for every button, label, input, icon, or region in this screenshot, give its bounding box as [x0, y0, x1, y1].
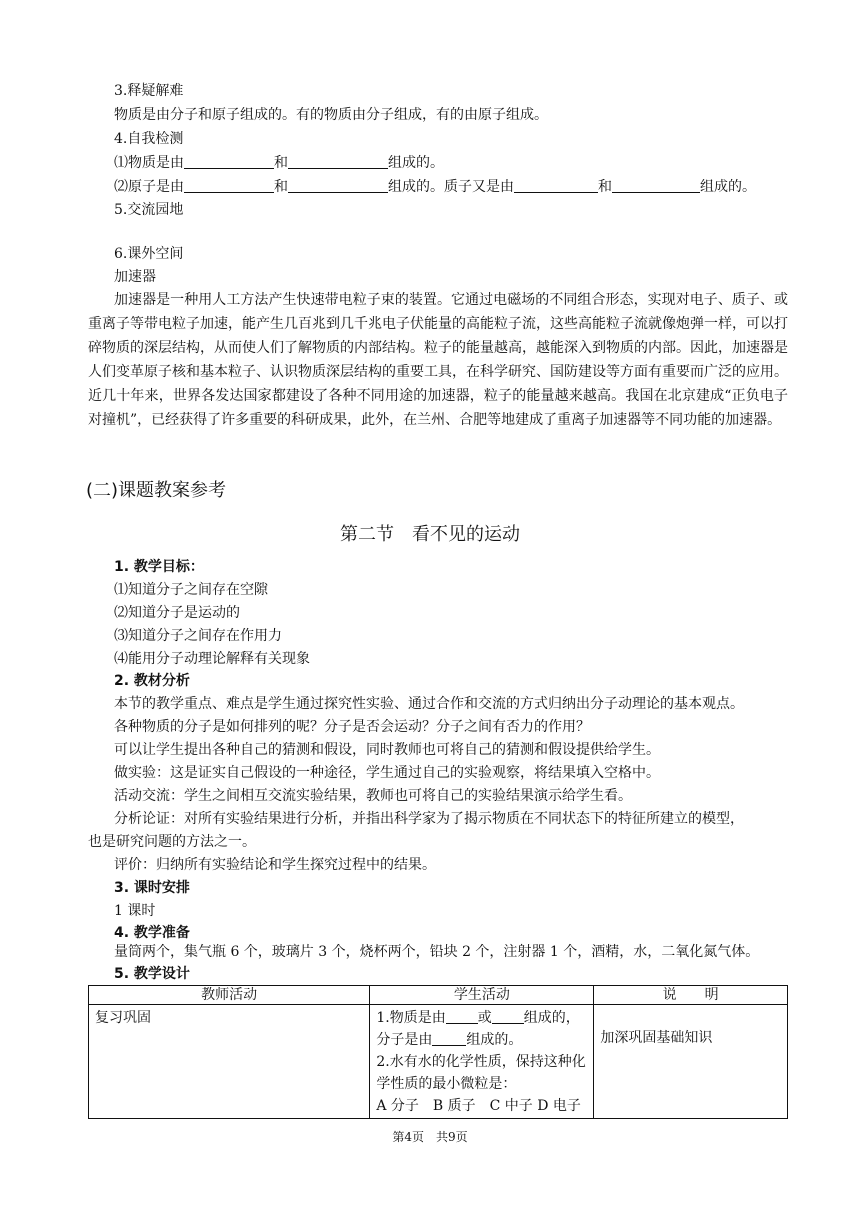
- heading-sec6: 6.课外空间: [114, 246, 184, 262]
- answer-blank[interactable]: [432, 1031, 466, 1046]
- chapter-title: 第二节 看不见的运动: [340, 524, 520, 545]
- answer-blank[interactable]: [446, 1009, 478, 1024]
- goal-item: ⑷能用分子动理论解释有关现象: [114, 651, 310, 667]
- analysis-text: 活动交流：学生之间相互交流实验结果，教师也可将自己的实验结果演示给学生看。: [114, 788, 632, 804]
- goal-item: ⑶知道分子之间存在作用力: [114, 628, 282, 644]
- table-header: 教师活动: [89, 986, 370, 1005]
- schedule-heading: 3. 课时安排: [114, 880, 190, 896]
- analysis-heading: 2. 教材分析: [114, 673, 190, 689]
- prep-heading: 4. 教学准备: [114, 925, 190, 941]
- heading-sec5: 5.交流园地: [114, 202, 184, 218]
- design-table: [88, 985, 788, 1119]
- answer-blank[interactable]: [288, 154, 388, 169]
- section-title: (二)课题教案参考: [86, 480, 227, 501]
- analysis-text: 评价：归纳所有实验结论和学生探究过程中的结果。: [114, 857, 436, 873]
- student-activity-cell: 1.物质是由 或 组成的， 分子是由 组成的。 2.水有水的化学性质，保持这种化 学性质的最小微粒是： A 分子 B 质子 C 中子 D 电子: [370, 1005, 594, 1119]
- page-footer: 第4页 共9页: [392, 1130, 468, 1144]
- schedule-text: 1 课时: [114, 903, 156, 919]
- goal-item: ⑴知道分子之间存在空隙: [114, 582, 268, 598]
- accelerator-paragraph: 加速器是一种用人工方法产生快速带电粒子束的装置。它通过电磁场的不同组合形态，实现对电子、质子、或重离子等带电粒子加速，能产生几百兆到几千兆电子伏能量的高能粒子流，这些高能粒子流就像炮弹一样，可以打碎物质的深层结构，从而使人们了解物质的内部结构。粒子的能量越高，越能深入到物质的内部。因此，加速器是人们变革原子核和基本粒子、认识物质深层结构的重要工具，在科学研究、国防建设等方面有重要而广泛的应用。近几十年来，世界各发达国家都建设了各种不同用途的加速器，粒子的能量越来越高。我国在北京建成“正负电子对撞机”，已经获得了许多重要的科研成果，此外，在兰州、合肥等地建成了重离子加速器等不同功能的加速器。: [88, 292, 788, 428]
- teacher-activity-cell: 复习巩固: [89, 1005, 370, 1119]
- analysis-text: 也是研究问题的方法之一。: [88, 834, 256, 850]
- heading-sec4: 4.自我检测: [114, 131, 184, 147]
- table-header-row: [89, 986, 788, 1005]
- note-cell: 加深巩固基础知识: [594, 1005, 788, 1119]
- answer-blank[interactable]: [514, 178, 598, 193]
- analysis-text: 做实验：这是证实自己假设的一种途径，学生通过自己的实验观察，将结果填入空格中。: [114, 765, 660, 781]
- goal-item: ⑵知道分子是运动的: [114, 605, 240, 621]
- table-row: [89, 1005, 788, 1119]
- answer-blank[interactable]: [492, 1009, 524, 1024]
- answer-blank[interactable]: [288, 178, 388, 193]
- analysis-text: 可以让学生提出各种自己的猜测和假设，同时教师也可将自己的猜测和假设提供给学生。: [114, 742, 660, 758]
- heading-sec3: 3.释疑解难: [114, 83, 184, 99]
- design-heading: 5. 教学设计: [114, 966, 190, 982]
- sec3-text: 物质是由分子和原子组成的。有的物质由分子组成，有的由原子组成。: [114, 107, 548, 123]
- answer-blank[interactable]: [184, 178, 274, 193]
- analysis-text: 各种物质的分子是如何排列的呢？分子是否会运动？分子之间有否力的作用？: [114, 719, 590, 735]
- table-header: 学生活动: [370, 986, 594, 1005]
- table-header: 说 明: [594, 986, 788, 1005]
- prep-text: 量筒两个，集气瓶 6 个，玻璃片 3 个，烧杯两个，铅块 2 个，注射器 1 个，酒精，水，二氧化氮气体。: [114, 944, 760, 960]
- self-check-q2: ⑵原子是由 和 组成的。质子又是由 和 组成的。: [114, 179, 756, 195]
- answer-blank[interactable]: [612, 178, 700, 193]
- self-check-q1: ⑴物质是由 和 组成的。: [114, 155, 444, 171]
- answer-blank[interactable]: [184, 154, 274, 169]
- analysis-text: 本节的教学重点、难点是学生通过探究性实验、通过合作和交流的方式归纳出分子动理论的基本观点。: [114, 696, 744, 712]
- analysis-text: 分析论证：对所有实验结果进行分析，并指出科学家为了揭示物质在不同状态下的特征所建立的模型，: [114, 811, 744, 827]
- goals-heading: 1. 教学目标：: [114, 559, 204, 575]
- accelerator-subheading: 加速器: [114, 269, 156, 285]
